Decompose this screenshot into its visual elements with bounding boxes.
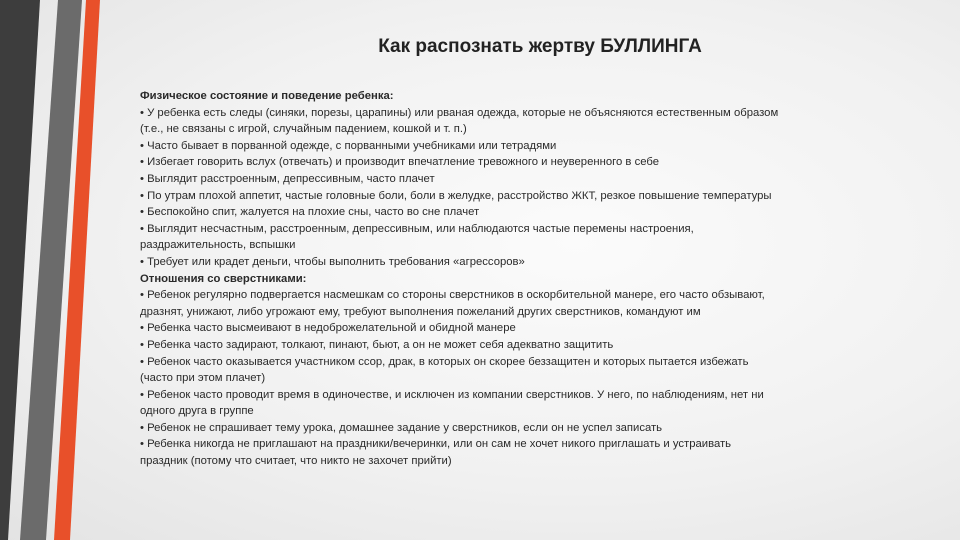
content-line: • Требует или крадет деньги, чтобы выполнить требования «агрессоров» [140,255,525,268]
content-line: • Ребенка часто высмеивают в недоброжелательной и обидной манере [140,322,516,335]
content-line: • Избегает говорить вслух (отвечать) и производит впечатление тревожного и неуверенного в себе [140,156,659,169]
content-line: раздражительность, вспышки [140,239,296,252]
content-line: • Выглядит несчастным, расстроенным, депрессивным, или наблюдаются частые перемены настроения, [140,222,694,235]
content-line: дразнят, унижают, либо угрожают ему, требуют выполнения пожеланий других сверстников, командуют им [140,305,701,318]
content-line: • По утрам плохой аппетит, частые головные боли, боли в желудке, расстройство ЖКТ, резкое повышение температуры [140,189,772,202]
content-line: праздник (потому что считает, что никто не захочет прийти) [140,455,452,468]
content-line: • Ребенок часто проводит время в одиночестве, и исключен из компании сверстников. У него, по наблюдениям, нет ни [140,388,764,401]
decorative-stripes [0,0,140,540]
content-line: • У ребенка есть следы (синяки, порезы, царапины) или рваная одежда, которые не объясняются естественным образом [140,106,779,119]
slide-title: Как распознать жертву БУЛЛИНГА [378,36,702,57]
content-line: одного друга в группе [140,405,254,418]
content-line: • Ребенка никогда не приглашают на праздники/вечеринки, или он сам не хочет никого приглашать и устраивать [140,438,732,451]
section-heading: Отношения со сверстниками: [140,272,307,285]
content-line: • Ребенок часто оказывается участником ссор, драк, в которых он скорее беззащитен и которых пытается избежать [140,355,749,368]
slide-content [140,88,880,470]
content-line: • Ребенок не спрашивает тему урока, домашнее задание у сверстников, если он не успел записать [140,421,663,434]
content-line: • Часто бывает в порванной одежде, с порванными учебниками или тетрадями [140,139,557,152]
content-line: (часто при этом плачет) [140,372,266,385]
content-line: • Выглядит расстроенным, депрессивным, часто плачет [140,172,435,185]
section-heading: Физическое состояние и поведение ребенка: [140,90,394,102]
content-line: • Беспокойно спит, жалуется на плохие сны, часто во сне плачет [140,206,480,219]
content-line: • Ребенок регулярно подвергается насмешкам со стороны сверстников в оскорбительной манере, его часто обзывают, [140,289,765,302]
content-line: • Ребенка часто задирают, толкают, пинают, бьют, а он не может себя адекватно защитить [140,338,614,351]
content-line: (т.е., не связаны с игрой, случайным падением, кошкой и т. п.) [140,123,467,136]
